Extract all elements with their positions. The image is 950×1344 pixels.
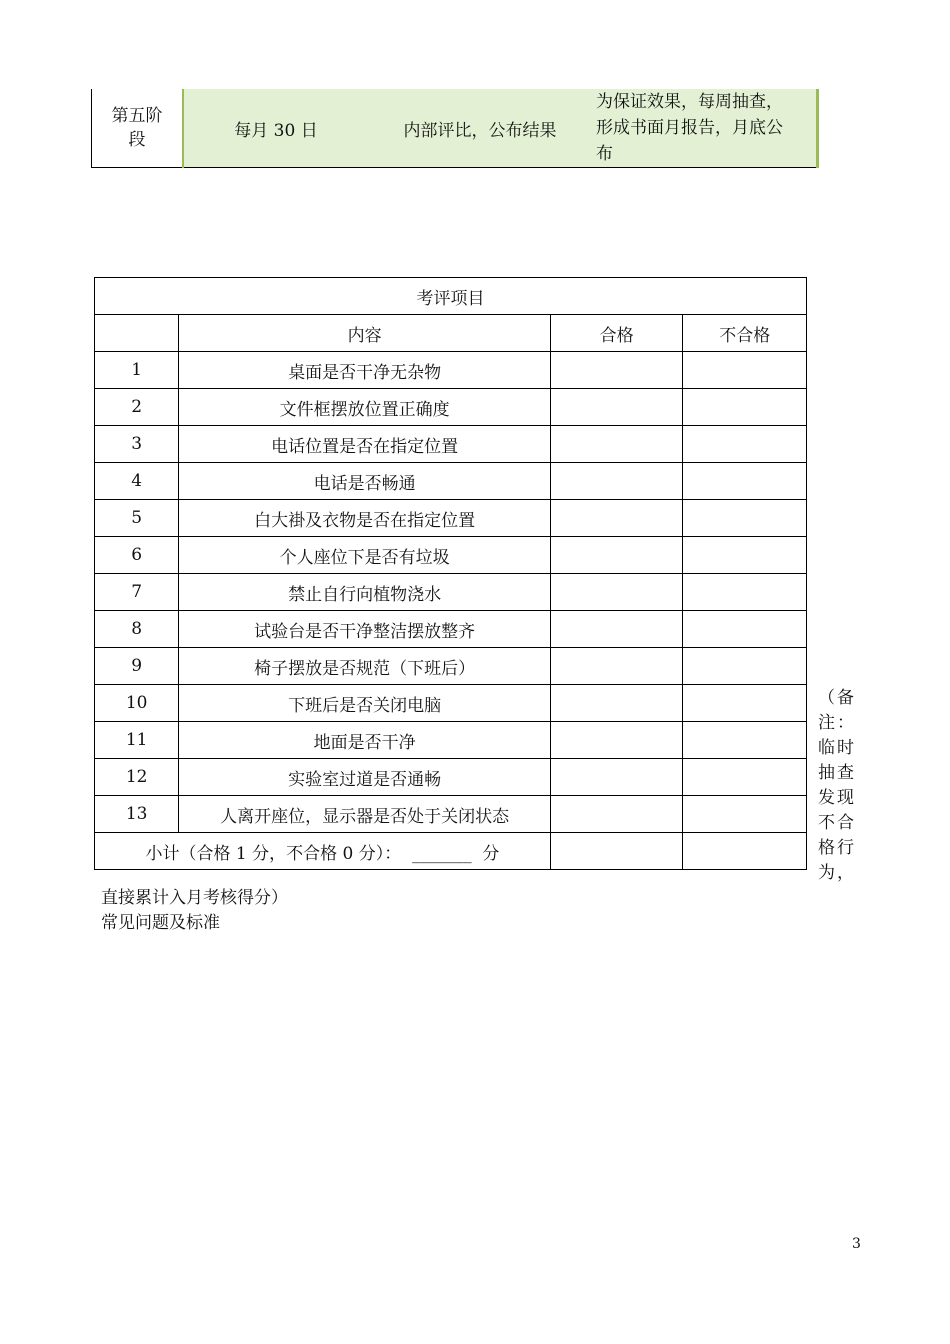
table-header-row bbox=[95, 315, 807, 352]
side-note-line: 注： bbox=[818, 713, 856, 733]
row-num: 1 bbox=[95, 352, 179, 389]
row-num: 13 bbox=[95, 796, 179, 833]
table-row bbox=[95, 426, 807, 463]
side-note-line: 格行 bbox=[818, 838, 856, 858]
table-row bbox=[95, 648, 807, 685]
row-pass-cell[interactable] bbox=[550, 537, 683, 574]
row-num: 9 bbox=[95, 648, 179, 685]
row-fail-cell[interactable] bbox=[683, 722, 807, 759]
row-content: 桌面是否干净无杂物 bbox=[179, 352, 551, 389]
row-pass-cell[interactable] bbox=[550, 574, 683, 611]
table-row bbox=[95, 500, 807, 537]
row-num: 2 bbox=[95, 389, 179, 426]
row-pass-cell[interactable] bbox=[550, 426, 683, 463]
row-num: 10 bbox=[95, 685, 179, 722]
note-continuation: 直接累计入月考核得分） bbox=[101, 888, 288, 908]
phase-name-line2: 段 bbox=[128, 130, 146, 150]
side-note-line: 为， bbox=[818, 863, 856, 883]
phase-name-line1: 第五阶 bbox=[111, 106, 163, 126]
row-fail-cell[interactable] bbox=[683, 574, 807, 611]
row-num: 3 bbox=[95, 426, 179, 463]
table-row bbox=[95, 611, 807, 648]
table-body bbox=[95, 352, 807, 833]
table-row bbox=[95, 722, 807, 759]
row-pass-cell[interactable] bbox=[550, 389, 683, 426]
row-content: 实验室过道是否通畅 bbox=[179, 759, 551, 796]
table-title-row bbox=[95, 278, 807, 315]
row-fail-cell[interactable] bbox=[683, 500, 807, 537]
row-pass-cell[interactable] bbox=[550, 722, 683, 759]
phase-name-cell bbox=[92, 89, 184, 168]
row-content: 地面是否干净 bbox=[179, 722, 551, 759]
row-fail-cell[interactable] bbox=[683, 389, 807, 426]
table-title: 考评项目 bbox=[95, 278, 807, 315]
row-content: 椅子摆放是否规范（下班后） bbox=[179, 648, 551, 685]
row-pass-cell[interactable] bbox=[550, 463, 683, 500]
row-fail-cell[interactable] bbox=[683, 352, 807, 389]
phase-action-cell: 内部评比，公布结果 bbox=[368, 89, 592, 168]
row-fail-cell[interactable] bbox=[683, 796, 807, 833]
row-pass-cell[interactable] bbox=[550, 352, 683, 389]
subtotal-pass-cell[interactable] bbox=[550, 833, 683, 870]
row-fail-cell[interactable] bbox=[683, 685, 807, 722]
row-content: 电话是否畅通 bbox=[179, 463, 551, 500]
row-num: 11 bbox=[95, 722, 179, 759]
row-pass-cell[interactable] bbox=[550, 685, 683, 722]
subtotal-row bbox=[95, 833, 807, 870]
side-note-line: 发现 bbox=[818, 788, 856, 808]
side-note-line: （备 bbox=[818, 688, 856, 708]
subtotal-fail-cell[interactable] bbox=[683, 833, 807, 870]
phase-note-cell bbox=[592, 89, 818, 168]
table-row bbox=[95, 796, 807, 833]
row-num: 8 bbox=[95, 611, 179, 648]
phase-table bbox=[91, 89, 819, 168]
row-fail-cell[interactable] bbox=[683, 648, 807, 685]
row-content: 电话位置是否在指定位置 bbox=[179, 426, 551, 463]
header-num bbox=[95, 315, 179, 352]
table-row bbox=[95, 463, 807, 500]
row-fail-cell[interactable] bbox=[683, 537, 807, 574]
row-pass-cell[interactable] bbox=[550, 759, 683, 796]
side-note bbox=[818, 686, 868, 886]
side-note-line: 不合 bbox=[818, 813, 856, 833]
row-content: 文件框摆放位置正确度 bbox=[179, 389, 551, 426]
row-fail-cell[interactable] bbox=[683, 759, 807, 796]
table-row bbox=[95, 574, 807, 611]
table-row bbox=[95, 685, 807, 722]
row-num: 12 bbox=[95, 759, 179, 796]
phase-date-cell: 每月 30 日 bbox=[183, 89, 368, 168]
table-row bbox=[95, 389, 807, 426]
row-content: 人离开座位，显示器是否处于关闭状态 bbox=[179, 796, 551, 833]
row-num: 6 bbox=[95, 537, 179, 574]
row-pass-cell[interactable] bbox=[550, 611, 683, 648]
row-pass-cell[interactable] bbox=[550, 500, 683, 537]
row-num: 4 bbox=[95, 463, 179, 500]
evaluation-table bbox=[94, 277, 807, 870]
section-heading: 常见问题及标准 bbox=[101, 913, 220, 933]
table-row bbox=[95, 759, 807, 796]
row-content: 个人座位下是否有垃圾 bbox=[179, 537, 551, 574]
row-content: 禁止自行向植物浇水 bbox=[179, 574, 551, 611]
row-content: 试验台是否干净整洁摆放整齐 bbox=[179, 611, 551, 648]
phase-note-line1: 为保证效果，每周抽查， bbox=[596, 92, 783, 112]
row-num: 7 bbox=[95, 574, 179, 611]
side-note-line: 临时 bbox=[818, 738, 856, 758]
row-pass-cell[interactable] bbox=[550, 648, 683, 685]
row-pass-cell[interactable] bbox=[550, 796, 683, 833]
phase-note-line3: 布 bbox=[596, 144, 613, 164]
row-fail-cell[interactable] bbox=[683, 426, 807, 463]
table-row bbox=[95, 352, 807, 389]
row-content: 白大褂及衣物是否在指定位置 bbox=[179, 500, 551, 537]
row-num: 5 bbox=[95, 500, 179, 537]
table-row bbox=[95, 537, 807, 574]
row-content: 下班后是否关闭电脑 bbox=[179, 685, 551, 722]
row-fail-cell[interactable] bbox=[683, 611, 807, 648]
phase-note-line2: 形成书面月报告，月底公 bbox=[596, 118, 783, 138]
phase-row bbox=[92, 89, 818, 168]
header-content: 内容 bbox=[179, 315, 551, 352]
page-number: 3 bbox=[852, 1236, 861, 1252]
side-note-line: 抽查 bbox=[818, 763, 856, 783]
subtotal-label: 小计（合格 1 分，不合格 0 分）： _______ 分 bbox=[95, 833, 551, 870]
row-fail-cell[interactable] bbox=[683, 463, 807, 500]
header-fail: 不合格 bbox=[683, 315, 807, 352]
header-pass: 合格 bbox=[550, 315, 683, 352]
